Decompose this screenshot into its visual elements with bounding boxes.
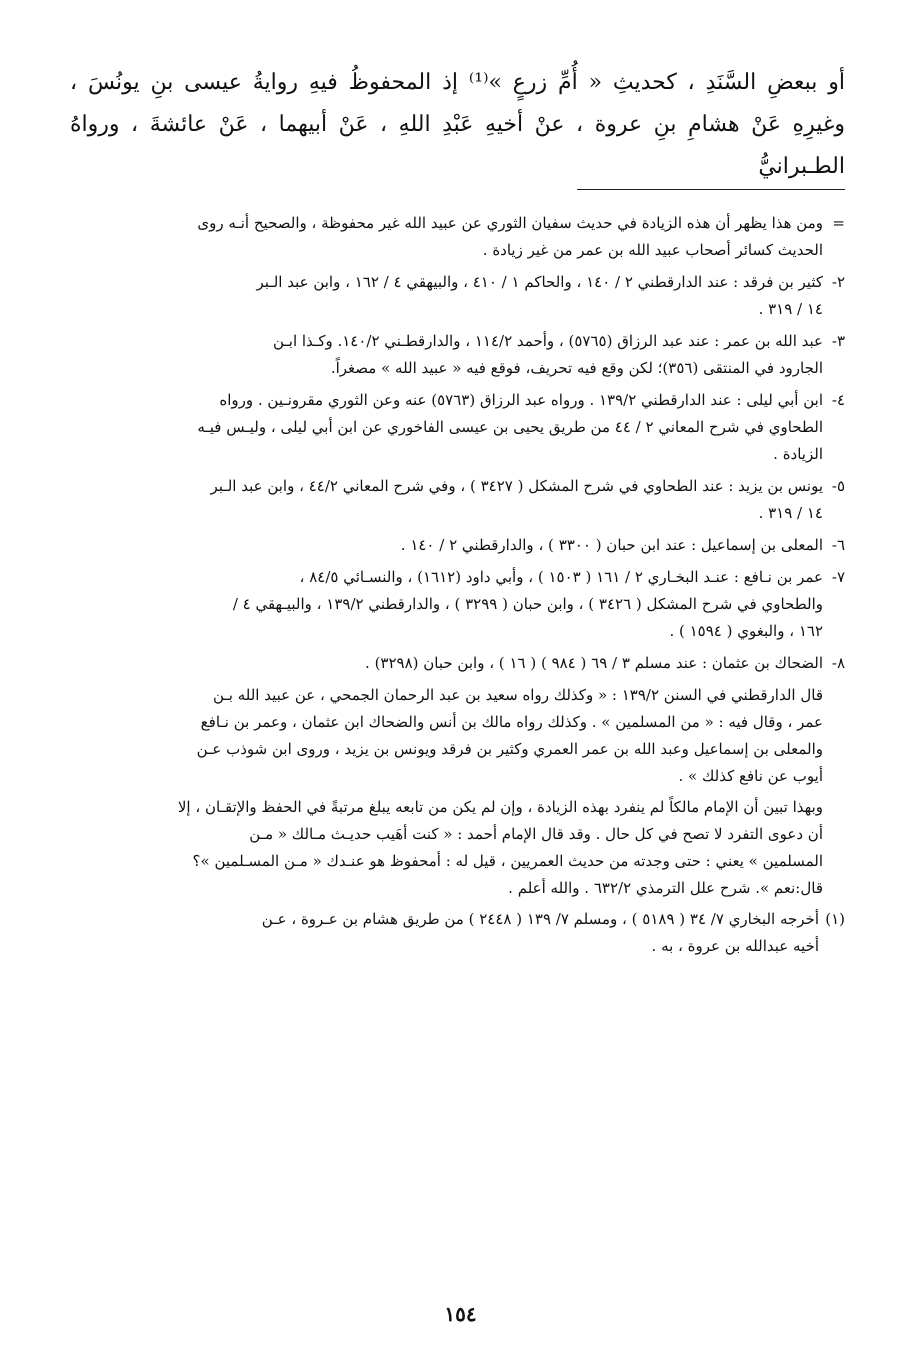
note-item-5 [76, 473, 845, 527]
note-number: ٧- [831, 568, 845, 586]
continuation-marker: = [832, 214, 845, 232]
note-line: ١٤ / ٣١٩ . [758, 300, 823, 318]
paragraph-line: أن دعوى التفرد لا تصح في كل حال . وقد قال الإمام أحمد : « كنت أهَيب حديـث مـالك « مـن [249, 825, 823, 843]
footnote-divider [577, 189, 845, 190]
paragraph-line: المسلمين » يعني : حتى وجدته من حديث العمريين ، قيل له : أمحفوظ هو عنـدك « مـن المسـلمين »؟ [192, 852, 823, 870]
note-item-3 [76, 328, 845, 382]
note-line: الجارود في المنتقى (٣٥٦)؛ لكن وقع فيه تحريف، فوقع فيه « عبيد الله » مصغراً. [330, 359, 823, 377]
note-paragraph [76, 794, 845, 902]
footnotes-section [76, 210, 845, 960]
note-line: الزيادة . [773, 445, 823, 463]
note-line: ١٦٢ ، والبغوي ( ١٥٩٤ ) . [669, 622, 823, 640]
note-line: عمر بن نـافع : عنـد البخـاري ٢ / ١٦١ ( ١٥٠٣ ) ، وأبي داود (١٦١٢) ، والنسـائي ٨٤/٥ ، [299, 568, 823, 586]
note-line: المعلى بن إسماعيل : عند ابن حبان ( ٣٣٠٠ ) ، والدارقطني ٢ / ١٤٠ . [400, 536, 823, 554]
page-number: ١٥٤ [444, 1302, 477, 1326]
note-number: ٦- [831, 536, 845, 554]
note-line: عبد الله بن عمر : عند عبد الرزاق (٥٧٦٥) ، وأحمد ١١٤/٢ ، والدارقطـني ١٤٠/٢. وكـذا ابـن [272, 332, 823, 350]
note-line: الطحاوي في شرح المعاني ٢ / ٤٤ من طريق يحيى بن عيسى الفاخوري عن ابن أبي ليلى ، وليـس فيـه [197, 418, 823, 436]
note-item-7 [76, 564, 845, 645]
paragraph-line: قال:نعم ». شرح علل الترمذي ٦٣٢/٢ . والله أعلم . [508, 879, 823, 897]
note-number: ٢- [831, 273, 845, 291]
paragraph-line: والمعلى بن إسماعيل وعبد الله بن عمر العمري وكثير بن فرقد ويونس بن يزيد ، وروى ابن شوذب عـن [196, 740, 823, 758]
note-line: ابن أبي ليلى : عند الدارقطني ١٣٩/٢ . ورواه عبد الرزاق (٥٧٦٣) عنه وعن الثوري مقرونـين . ورواه [219, 391, 823, 409]
note-item-4 [76, 387, 845, 468]
note-number: ٥- [831, 477, 845, 495]
note-item-2 [76, 269, 845, 323]
note-number: ٤- [831, 391, 845, 409]
note-line: كثير بن فرقد : عند الدارقطني ٢ / ١٤٠ ، والحاكم ١ / ٤١٠ ، والبيهقي ٤ / ١٦٢ ، وابن عبد الـبر [256, 273, 823, 291]
note-line: الحديث كسائر أصحاب عبيد الله بن عمر من غير زيادة . [482, 241, 823, 259]
main-text-line: وغيرِهِ عَنْ هشامِ بنِ عروة ، عنْ أخيهِ عَبْدِ اللهِ ، عَنْ أبيهما ، عَنْ عائشةَ ، ورواهُ الطـبرانيُّ [70, 112, 845, 179]
main-text-line: أو ببعضِ السَّنَدِ ، كحديثِ « أُمِّ زرعٍ »⁽¹⁾ إذ المحفوظُ فيهِ روايةُ عيسى بنِ يونُسَ ، [70, 70, 845, 95]
paragraph-line: وبهذا تبين أن الإمام مالكاً لم ينفرد بهذه الزيادة ، وإن لم يكن من تابعه يبلغ مرتبةً في الحفظ والإتقـان ، إلا [177, 798, 823, 816]
note-paragraph [76, 682, 845, 790]
note-item-8 [76, 650, 845, 677]
note-line: يونس بن يزيد : عند الطحاوي في شرح المشكل ( ٣٤٢٧ ) ، وفي شرح المعاني ٤٤/٢ ، وابن عبد الـبر [210, 477, 823, 495]
note-line: والطحاوي في شرح المشكل ( ٣٤٢٦ ) ، وابن حبان ( ٣٢٩٩ ) ، والدارقطني ١٣٩/٢ ، والبيـهقي ٤ / [232, 595, 823, 613]
note-item-6 [76, 532, 845, 559]
paragraph-line: عمر ، وقال فيه : « من المسلمين » . وكذلك رواه مالك بن أنس والضحاك ابن عثمان ، وعمر بن نـافع [200, 713, 823, 731]
note-line: الضحاك بن عثمان : عند مسلم ٣ / ٦٩ ( ٩٨٤ ) ( ١٦ ) ، وابن حبان (٣٢٩٨) . [365, 654, 823, 672]
continuation-note [76, 210, 845, 264]
main-text-block [70, 62, 845, 188]
footnote-line: أخيه عبدالله بن عروة ، به . [651, 937, 819, 955]
note-line: ١٤ / ٣١٩ . [758, 504, 823, 522]
paragraph-line: أيوب عن نافع كذلك » . [678, 767, 823, 785]
note-line: ومن هذا يظهر أن هذه الزيادة في حديث سفيان الثوري عن عبيد الله غير محفوظة ، والصحيح أنـه روى [197, 214, 823, 232]
footnote-number: (١) [825, 910, 845, 928]
note-number: ٨- [831, 654, 845, 672]
note-number: ٣- [831, 332, 845, 350]
paragraph-line: قال الدارقطني في السنن ١٣٩/٢ : « وكذلك رواه سعيد بن عبد الرحمان الجمحي ، عن عبيد الله بـن [212, 686, 823, 704]
footnote-line: أخرجه البخاري ٧/ ٣٤ ( ٥١٨٩ ) ، ومسلم ٧/ ١٣٩ ( ٢٤٤٨ ) من طريق هشام بن عـروة ، عـن [261, 910, 819, 928]
footnote-1 [76, 906, 845, 960]
